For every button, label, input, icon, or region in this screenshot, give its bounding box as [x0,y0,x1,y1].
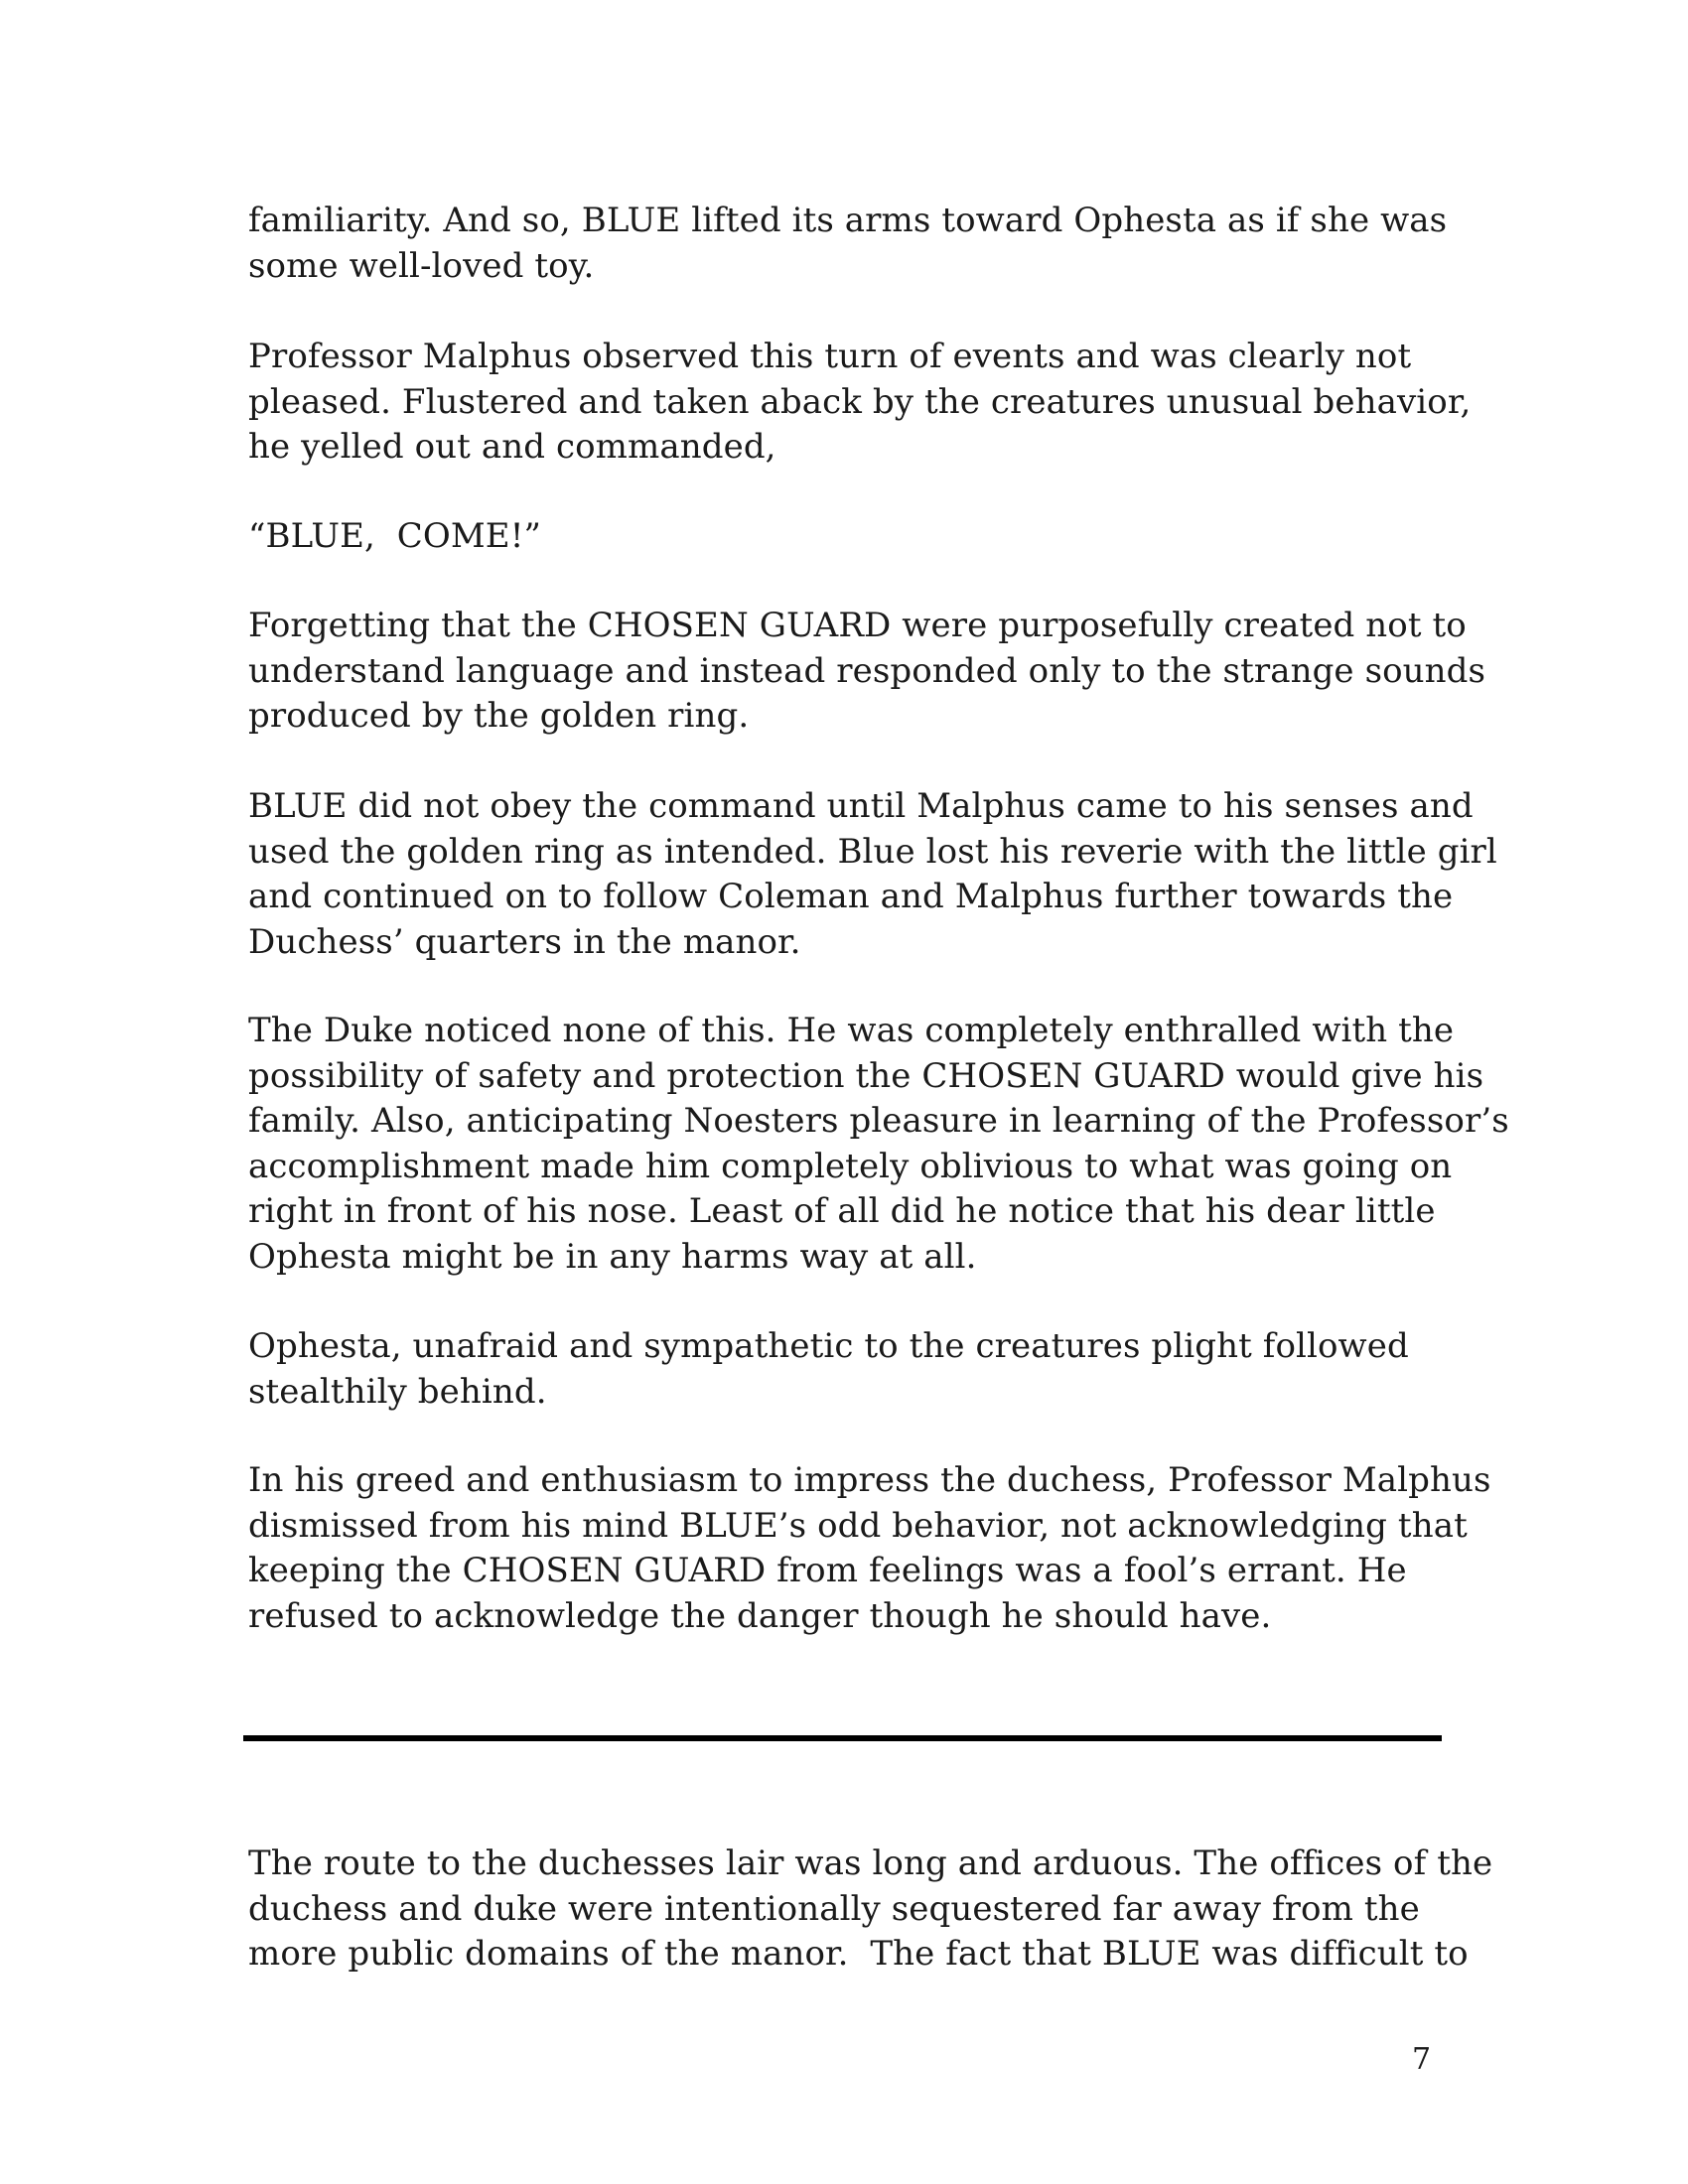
text-line: BLUE did not obey the command until Malphus came to his senses and [248,786,1474,826]
paragraph [248,784,1497,965]
paragraph [248,1458,1491,1639]
text-line: dismissed from his mind BLUE’s odd behavior, not acknowledging that [248,1505,1468,1546]
text-line: right in front of his nose. Least of all did he notice that his dear little [248,1191,1436,1231]
text-line: “BLUE, COME!” [248,516,541,556]
section-divider [243,1735,1442,1741]
text-line: some well-loved toy. [248,245,595,286]
text-line: used the golden ring as intended. Blue lost his reverie with the little girl [248,831,1497,872]
text-line: The Duke noticed none of this. He was completely enthralled with the [248,1011,1455,1050]
dialogue-paragraph [248,514,1440,560]
text-line: Professor Malphus observed this turn of events and was clearly not [248,337,1412,376]
paragraph [248,604,1486,740]
text-line: stealthily behind. [248,1371,547,1412]
text-line: accomplishment made him completely oblivious to what was going on [248,1146,1453,1186]
text-line: refused to acknowledge the danger though he should have. [248,1595,1272,1636]
paragraph [248,1324,1440,1415]
paragraph [248,335,1472,471]
text-line: Forgetting that the CHOSEN GUARD were purposefully created not to [248,606,1467,645]
text-line: familiarity. And so, BLUE lifted its arms toward Ophesta as if she was [248,201,1448,240]
text-line: understand language and instead responded only to the strange sounds [248,650,1486,691]
text-line: Ophesta, unafraid and sympathetic to the creatures plight followed [248,1326,1409,1366]
text-line: more public domains of the manor. The fact that BLUE was difficult to [248,1934,1469,1974]
text-line: keeping the CHOSEN GUARD from feelings was a fool’s errant. He [248,1551,1407,1590]
text-line: The route to the duchesses lair was long and arduous. The offices of the [248,1843,1493,1883]
text-line: possibility of safety and protection the CHOSEN GUARD would give his [248,1055,1484,1096]
paragraph [248,1009,1509,1280]
text-line: Duchess’ quarters in the manor. [248,921,801,962]
text-line: he yelled out and commanded, [248,427,776,467]
text-line: pleased. Flustered and taken aback by the creatures unusual behavior, [248,381,1472,422]
text-line: Ophesta might be in any harms way at all. [248,1236,977,1277]
text-line: duchess and duke were intentionally sequestered far away from the [248,1888,1420,1929]
text-line: and continued on to follow Coleman and Malphus further towards the [248,877,1454,916]
paragraph [248,199,1448,289]
paragraph [248,1842,1493,1978]
page-number: 7 [1412,2042,1432,2077]
text-line: family. Also, anticipating Noesters pleasure in learning of the Professor’s [248,1101,1509,1141]
text-line: In his greed and enthusiasm to impress the duchess, Professor Malphus [248,1460,1491,1500]
text-line: produced by the golden ring. [248,696,750,736]
